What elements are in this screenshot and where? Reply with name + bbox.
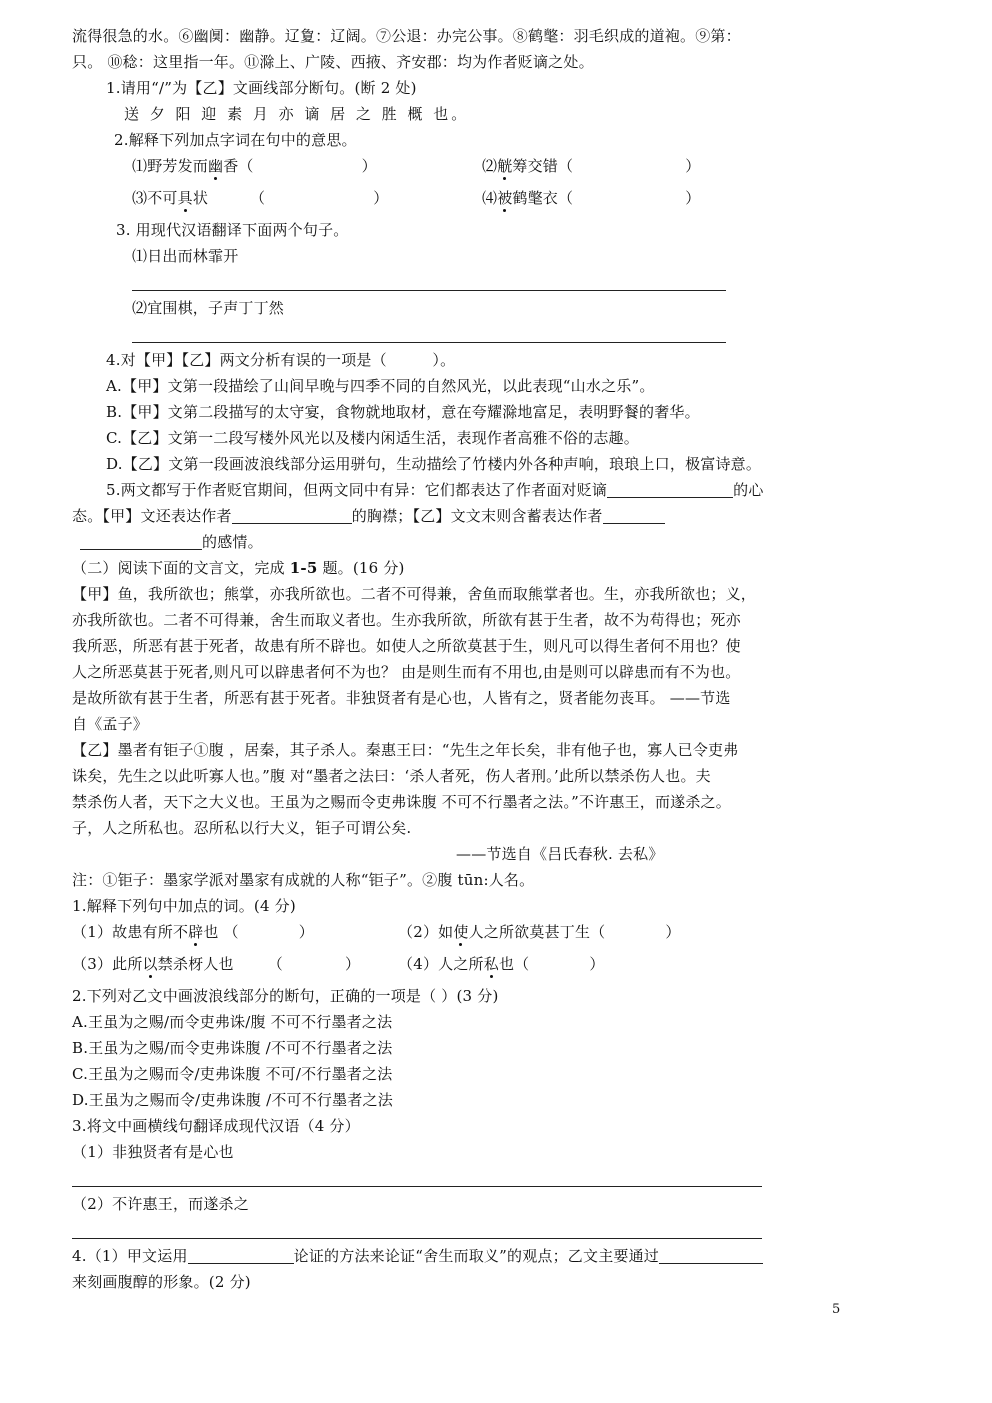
blank[interactable] [603, 507, 665, 524]
question-4-prompt: 4.对【甲】【乙】两文分析有误的一项是（ ）。 [106, 351, 456, 369]
p2-question-3-prompt: 3.将文中画横线句翻译成现代汉语（4 分） [72, 1117, 360, 1135]
note-line: 流得很急的水。⑥幽阒：幽静。辽夐：辽阔。⑦公退：办完公事。⑧鹤氅：羽毛织成的道袍。⑨第： [72, 27, 741, 45]
question-1-prompt: 1.请用“/”为【乙】文画线部分断句。(断 2 处) [106, 79, 417, 97]
option-d: D.【乙】文第一段画波浪线部分运用骈句，生动描绘了竹楼内外各种声响，琅琅上口，极富诗意。 [106, 455, 762, 473]
option-d: D.王虽为之赐而令/吏弗诛腹 /不可不行墨者之法 [72, 1091, 393, 1109]
blank[interactable] [188, 1247, 294, 1264]
vocab-item: ⑴野芳发而幽香（ ） [132, 157, 377, 175]
dot-char: 觥 [497, 157, 513, 175]
option-a: A.王虽为之赐/而令吏弗诛/腹 不可不行墨者之法 [72, 1013, 393, 1031]
dot-char: 使 [453, 923, 469, 941]
passage-yi-line: 子，人之所私也。忍所私以行大义，钜子可谓公矣. [72, 819, 412, 837]
option-b: B.王虽为之赐/而令吏弗诛腹 /不可不行墨者之法 [72, 1039, 393, 1057]
dot-char: 以 [142, 955, 158, 973]
translate-sentence: ⑴日出而林霏开 [132, 247, 239, 265]
p2-question-1-prompt: 1.解释下列句中加点的词。(4 分) [72, 897, 296, 915]
translate-sentence: （1）非独贤者有是心也 [72, 1143, 234, 1161]
passage-yi-line: 禁杀伤人者，天下之大义也。王虽为之赐而令吏弗诛腹 不可不行墨者之法。”不许惠王，而遂杀之。 [72, 793, 731, 811]
section-2-title: （二）阅读下面的文言文，完成 1-5 题。(16 分) [72, 559, 405, 577]
passage-yi-line: 【乙】墨者有钜子①腹 ，居秦，其子杀人。秦惠王曰：“先生之年长矣，非有他子也，寡人已令吏弗 [72, 741, 739, 759]
question-5-line: 的感情。 [80, 532, 263, 552]
vocab-item: ⑵觥筹交错（ ） [482, 157, 701, 175]
question-2-prompt: 2.解释下列加点字词在句中的意思。 [114, 131, 357, 149]
question-5-line: 5.两文都写于作者贬官期间，但两文同中有异：它们都表达了作者面对贬谪 的心 [106, 481, 764, 499]
question-5-line: 态。【甲】文还表达作者 的胸襟；【乙】文文末则含蓄表达作者 [72, 506, 665, 526]
dot-char: 幽 [208, 157, 224, 175]
translate-sentence: ⑵宜围棋，子声丁丁然 [132, 299, 285, 317]
p2-question-4-line: 4.（1）甲文运用 论证的方法来论证“舍生而取义”的观点；乙文主要通过 [72, 1246, 763, 1266]
vocab-item: ⑷被鹤氅衣（ ） [482, 189, 701, 207]
passage-source: ——节选自《吕氏春秋. 去私》 [456, 845, 664, 863]
dot-char: 辟 [188, 923, 204, 941]
option-c: C.王虽为之赐而令/吏弗诛腹 不可/不行墨者之法 [72, 1065, 393, 1083]
question-3-prompt: 3. 用现代汉语翻译下面两个句子。 [116, 221, 349, 239]
passage-jia-line: 人之所恶莫甚于死者,则凡可以辟患者何不为也？ 由是则生而有不用也,由是则可以辟患而有不为也。 [72, 663, 741, 681]
dot-char: 私 [483, 955, 499, 973]
page-number: 5 [832, 1302, 841, 1317]
vocab-item: （2）如使人之所欲莫甚丁生（ ） [398, 923, 681, 941]
answer-line[interactable] [72, 1186, 762, 1187]
answer-line[interactable] [72, 1238, 762, 1239]
answer-line[interactable] [132, 342, 726, 343]
translate-sentence: （2）不许惠王，而遂杀之 [72, 1195, 249, 1213]
blank[interactable] [607, 481, 733, 498]
dot-char: 被 [497, 189, 513, 207]
option-c: C.【乙】文第一二段写楼外风光以及楼内闲适生活，表现作者高雅不俗的志趣。 [106, 429, 639, 447]
vocab-item: （1）故患有所不辟也 （ ） [72, 923, 314, 941]
passage-jia-line: 是故所欲有甚于生者，所恶有甚于死者。非独贤者有是心也，人皆有之，贤者能勿丧耳。 ——节选 [72, 689, 731, 707]
p2-question-4-line: 来刻画腹醇的形象。(2 分) [72, 1273, 251, 1291]
passage-jia-line: 我所恶，所恶有甚于死者，故患有所不辟也。如使人之所欲莫甚于生，则凡可以得生者何不用也？使 [72, 637, 741, 655]
passage-jia-line: 亦我所欲也。二者不可得兼，舍生而取义者也。生亦我所欲，所欲有甚于生者，故不为苟得也；死亦 [72, 611, 741, 629]
note-line: 只。 ⑩稔：这里指一年。⑪滁上、广陵、西掖、齐安郡：均为作者贬谪之处。 [72, 53, 594, 71]
vocab-item: （4）人之所私也（ ） [398, 955, 605, 973]
vocab-item: ⑶不可具状 （ ） [132, 189, 389, 207]
annotation-note: 注：①钜子：墨家学派对墨家有成就的人称“钜子”。②腹 tūn:人名。 [72, 871, 535, 889]
blank[interactable] [80, 533, 202, 550]
dot-char: 具 [177, 189, 193, 207]
option-b: B.【甲】文第二段描写的太守宴，食物就地取材，意在夸耀滁地富足，表明野餐的奢华。 [106, 403, 700, 421]
passage-jia-line: 【甲】鱼，我所欲也；熊掌，亦我所欲也。二者不可得兼，舍鱼而取熊掌者也。生，亦我所欲也；义， [72, 585, 757, 603]
vocab-item: （3）此所以禁杀枒人也 （ ） [72, 955, 361, 973]
passage-yi-line: 诛矣，先生之以此听寡人也。”腹 对“墨者之法曰：‘杀人者死，伤人者刑。’此所以禁杀伤人也。夫 [72, 767, 711, 785]
option-a: A.【甲】文第一段描绘了山间早晚与四季不同的自然风光，以此表现“山水之乐”。 [106, 377, 655, 395]
blank[interactable] [659, 1247, 763, 1264]
answer-line[interactable] [132, 290, 726, 291]
p2-question-2-prompt: 2.下列对乙文中画波浪线部分的断句，正确的一项是（ ）(3 分) [72, 987, 499, 1005]
question-1-text: 送 夕 阳 迎 素 月 亦 谪 居 之 胜 概 也。 [124, 105, 470, 123]
passage-jia-line: 自《孟子》 [72, 715, 149, 733]
blank[interactable] [232, 507, 352, 524]
